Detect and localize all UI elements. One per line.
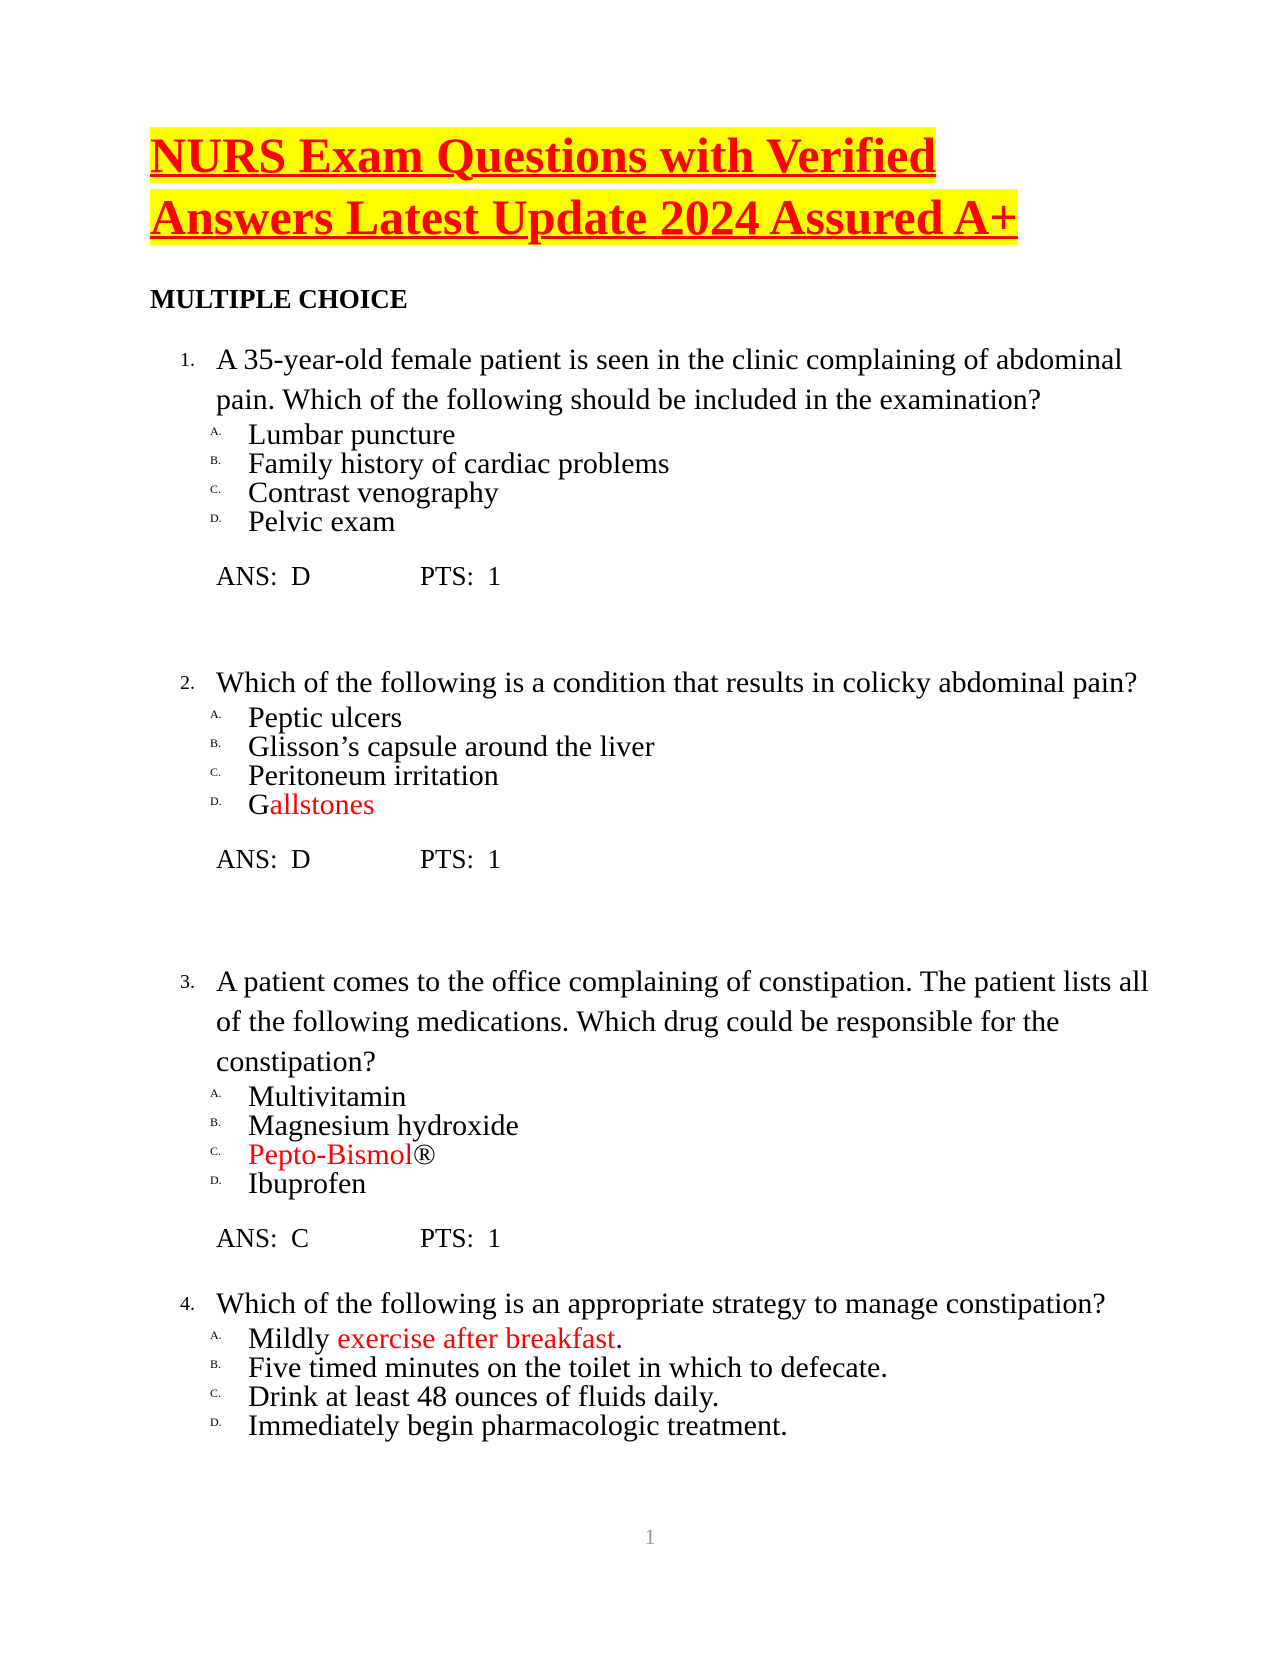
option-a — [150, 1082, 1170, 1111]
option-list — [150, 703, 1170, 819]
option-letter: D. — [210, 794, 222, 808]
option-text: Drink at least 48 ounces of fluids daily. — [248, 1380, 720, 1413]
question-text: A patient comes to the office complaining of constipation. The patient lists all of the following medications. Which drug could be responsible for the constipation? — [216, 965, 1149, 1078]
option-list — [150, 1082, 1170, 1198]
question-text: Which of the following is an appropriate strategy to manage constipation? — [216, 1287, 1106, 1320]
option-text: Contrast venography — [248, 476, 499, 509]
option-text-start: Mildly — [248, 1322, 338, 1355]
option-c — [150, 478, 1170, 507]
page-number: 1 — [644, 1524, 656, 1549]
answer-line — [150, 560, 1170, 592]
question-stem — [150, 1284, 1170, 1324]
option-c — [150, 761, 1170, 790]
option-d — [150, 790, 1170, 819]
option-text: Multivitamin — [248, 1080, 407, 1113]
answer-line — [150, 1222, 1170, 1254]
question-3 — [150, 962, 1170, 1254]
option-letter: B. — [210, 736, 222, 750]
option-c — [150, 1382, 1170, 1411]
option-letter: D. — [210, 511, 222, 525]
option-c — [150, 1140, 1170, 1169]
option-list — [150, 420, 1170, 536]
points: PTS: 1 — [420, 844, 502, 874]
question-number: 1. — [180, 349, 195, 371]
answer-line — [150, 843, 1170, 875]
highlighted-answer-text: exercise after breakfast — [337, 1322, 616, 1355]
option-letter: C. — [210, 1386, 222, 1400]
option-d — [150, 1411, 1170, 1440]
highlighted-answer-text: allstones — [269, 788, 375, 821]
question-4 — [150, 1284, 1170, 1440]
option-a — [150, 703, 1170, 732]
points: PTS: 1 — [420, 561, 502, 591]
option-b — [150, 1353, 1170, 1382]
option-letter: D. — [210, 1415, 222, 1429]
question-text: Which of the following is a condition that results in colicky abdominal pain? — [216, 666, 1138, 699]
title-line-2: Answers Latest Update 2024 Assured A+ — [150, 189, 1018, 245]
option-letter: B. — [210, 1357, 222, 1371]
option-text: Magnesium hydroxide — [248, 1109, 519, 1142]
question-stem — [150, 340, 1170, 420]
option-letter: A. — [210, 424, 222, 438]
answer-key: ANS: D — [216, 561, 311, 591]
option-a — [150, 420, 1170, 449]
option-d — [150, 1169, 1170, 1198]
option-list — [150, 1324, 1170, 1440]
answer-key: ANS: C — [216, 1223, 310, 1253]
option-letter: B. — [210, 453, 222, 467]
option-text: Ibuprofen — [248, 1167, 367, 1200]
option-text-end: . — [615, 1322, 623, 1355]
option-text: Peptic ulcers — [248, 701, 403, 734]
points: PTS: 1 — [420, 1223, 502, 1253]
question-stem — [150, 962, 1170, 1082]
option-text-end: ® — [413, 1138, 436, 1171]
option-b — [150, 732, 1170, 761]
question-1 — [150, 340, 1170, 592]
section-heading: MULTIPLE CHOICE — [150, 284, 408, 314]
option-b — [150, 1111, 1170, 1140]
option-text-start: G — [248, 788, 270, 821]
option-text: Lumbar puncture — [248, 418, 456, 451]
option-text: Immediately begin pharmacologic treatment. — [248, 1409, 788, 1442]
option-text: Five timed minutes on the toilet in which to defecate. — [248, 1351, 888, 1384]
highlighted-answer-text: Pepto-Bismol — [248, 1138, 414, 1171]
option-letter: D. — [210, 1173, 222, 1187]
option-text: Pelvic exam — [248, 505, 396, 538]
question-number: 4. — [180, 1293, 195, 1315]
option-a — [150, 1324, 1170, 1353]
option-text: Peritoneum irritation — [248, 759, 499, 792]
option-letter: C. — [210, 1144, 222, 1158]
question-number: 2. — [180, 672, 195, 694]
question-text: A 35-year-old female patient is seen in the clinic complaining of abdominal pain. Which of the following should be included in the examination? — [216, 343, 1123, 416]
option-letter: A. — [210, 1328, 222, 1342]
option-letter: A. — [210, 707, 222, 721]
option-letter: B. — [210, 1115, 222, 1129]
question-2 — [150, 663, 1170, 875]
document-title — [150, 124, 1150, 248]
option-text: Glisson’s capsule around the liver — [248, 730, 655, 763]
option-letter: C. — [210, 482, 222, 496]
question-stem — [150, 663, 1170, 703]
title-line-1: NURS Exam Questions with Verified — [150, 127, 937, 183]
option-text: Family history of cardiac problems — [248, 447, 670, 480]
option-letter: A. — [210, 1086, 222, 1100]
question-number: 3. — [180, 971, 195, 993]
option-b — [150, 449, 1170, 478]
option-d — [150, 507, 1170, 536]
answer-key: ANS: D — [216, 844, 311, 874]
option-letter: C. — [210, 765, 222, 779]
